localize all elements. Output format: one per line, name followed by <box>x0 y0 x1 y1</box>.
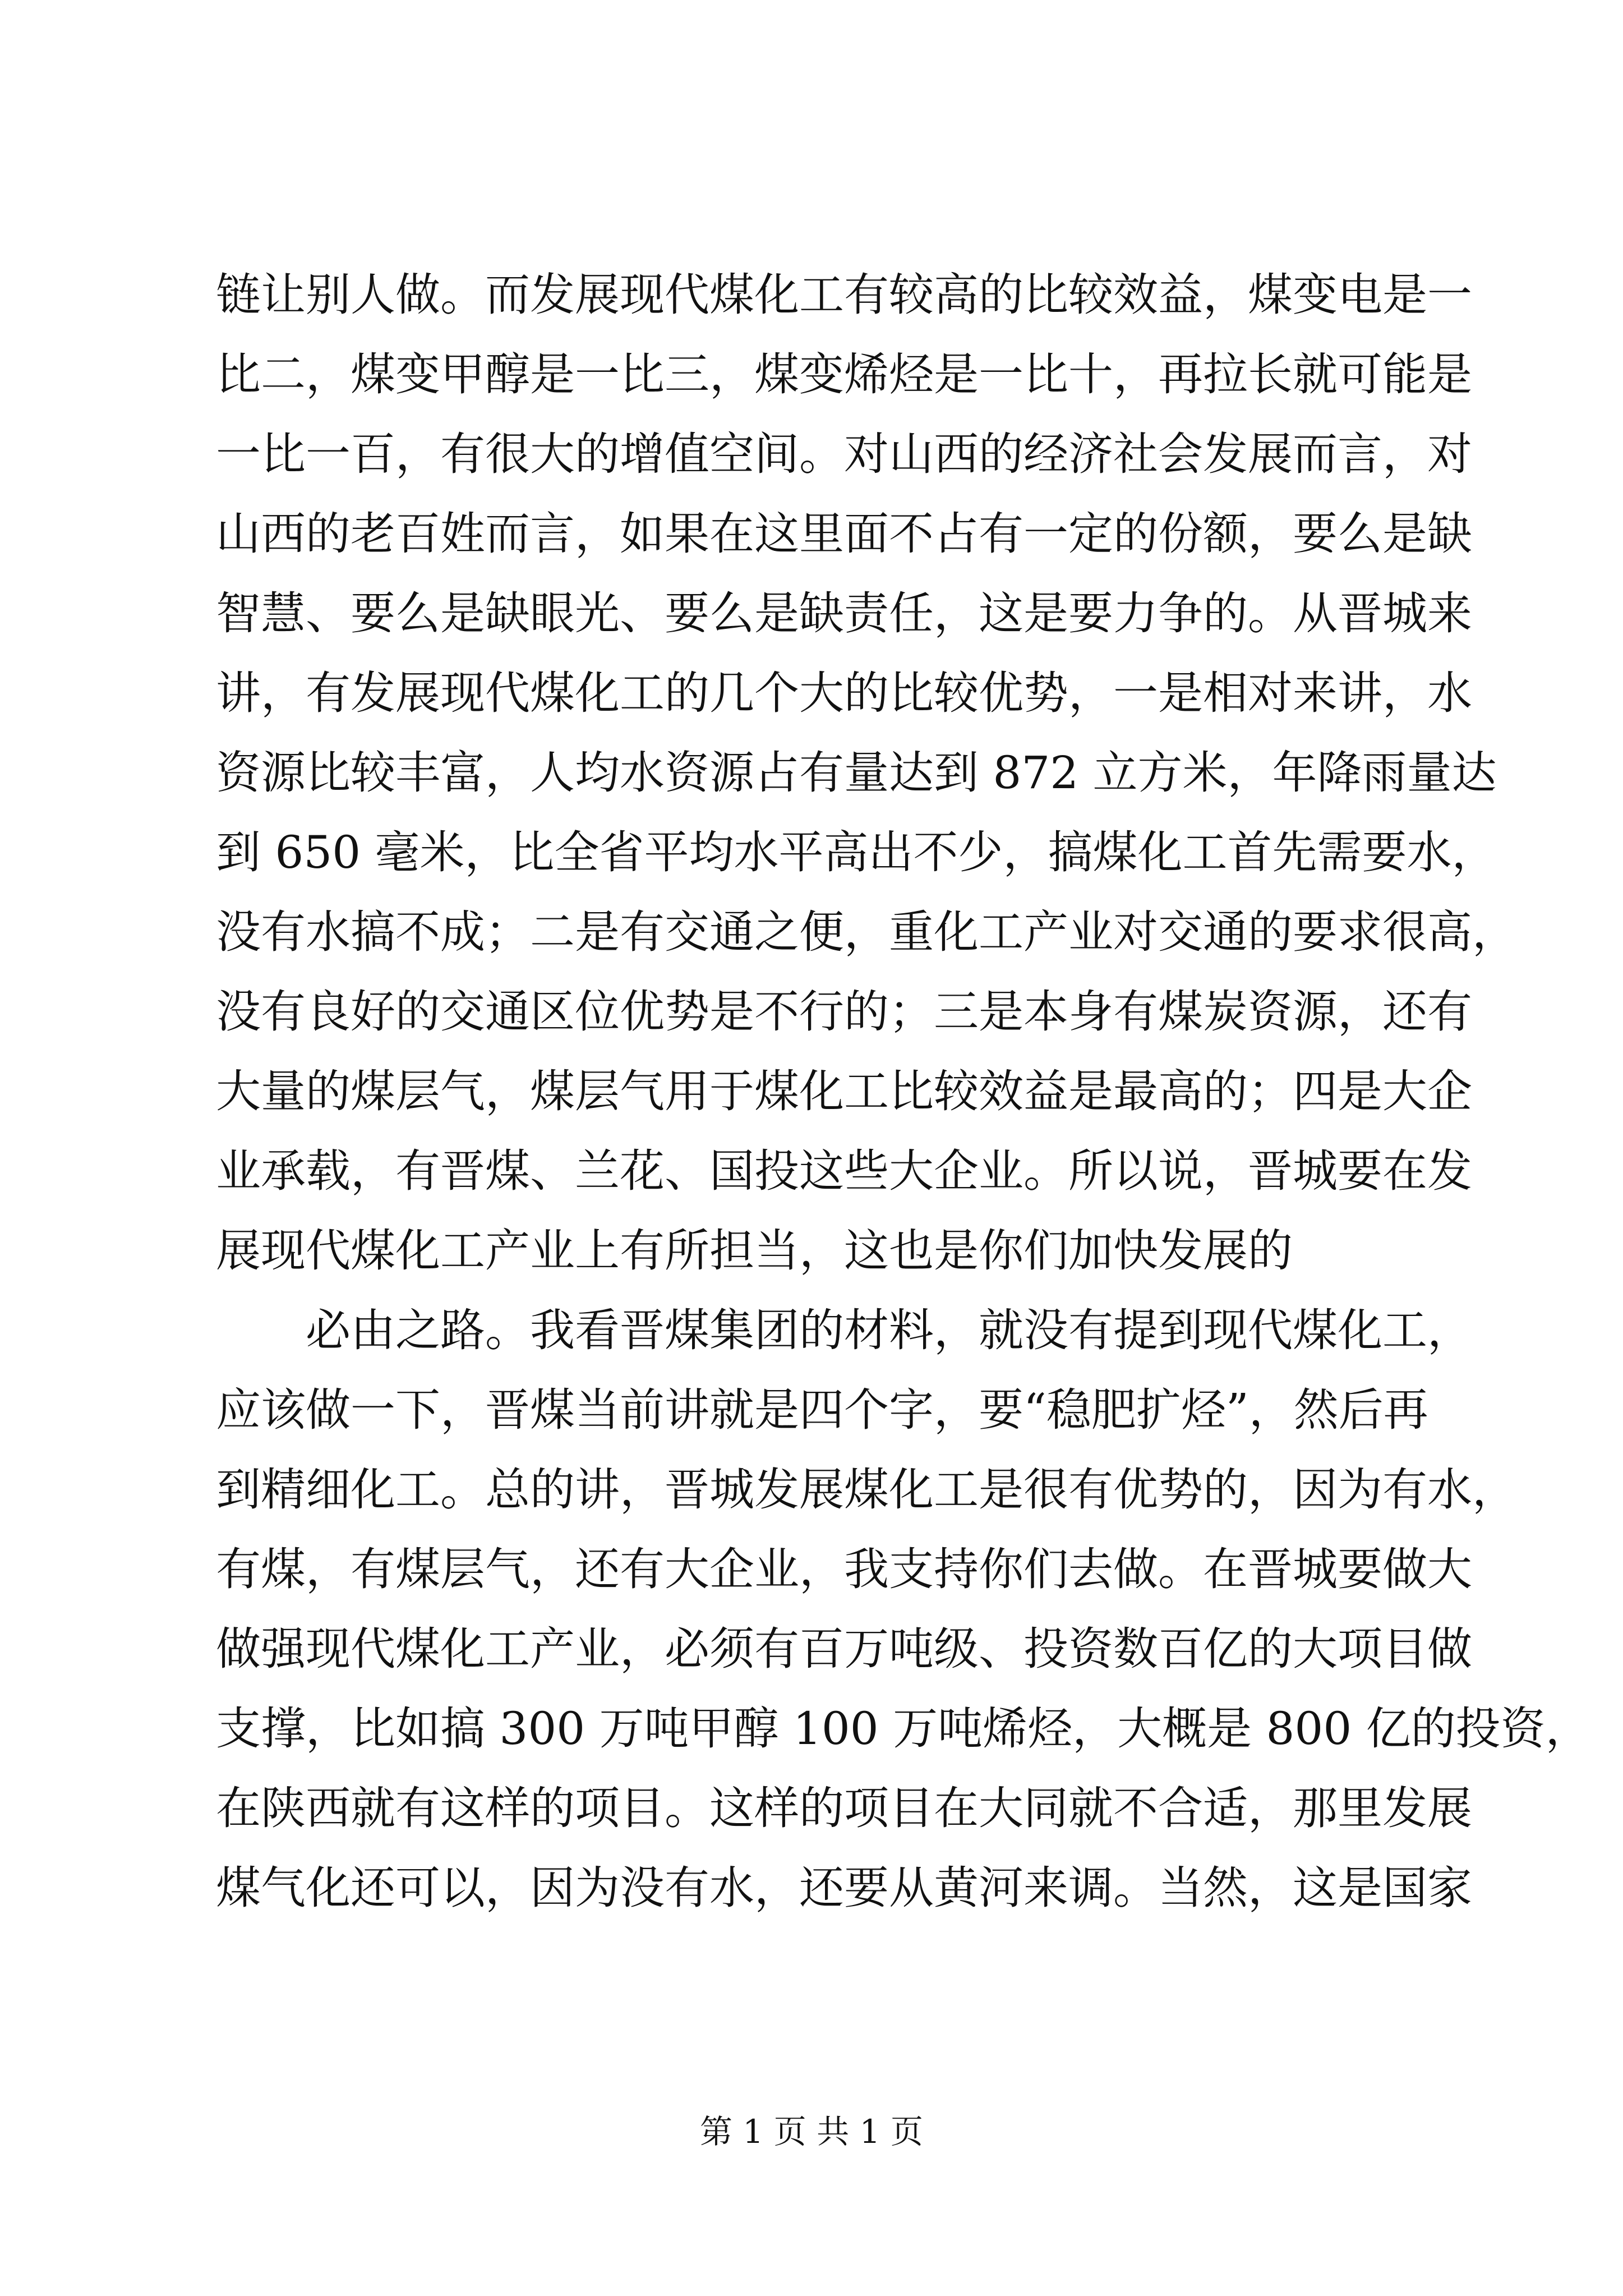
body-text <box>216 255 1590 1928</box>
text-line: 到精细化工。总的讲，晋城发展煤化工是很有优势的，因为有水， <box>216 1464 1517 1516</box>
text-line: 展现代煤化工产业上有所担当，这也是你们加快发展的 <box>216 1225 1293 1277</box>
text-line: 必由之路。我看晋煤集团的材料，就没有提到现代煤化工， <box>306 1304 1472 1356</box>
text-line: 应该做一下，晋煤当前讲就是四个字，要“稳肥扩烃”，然后再 <box>216 1384 1428 1436</box>
text-line: 智慧、要么是缺眼光、要么是缺责任，这是要力争的。从晋城来 <box>216 587 1472 639</box>
text-line: 支撑，比如搞 300 万吨甲醇 100 万吨烯烃，大概是 800 亿的投资， <box>216 1703 1590 1755</box>
text-line: 山西的老百姓而言，如果在这里面不占有一定的份额，要么是缺 <box>216 508 1472 560</box>
text-line: 在陕西就有这样的项目。这样的项目在大同就不合适，那里发展 <box>216 1782 1472 1834</box>
text-line: 大量的煤层气，煤层气用于煤化工比较效益是最高的；四是大企 <box>216 1065 1472 1117</box>
text-line: 讲，有发展现代煤化工的几个大的比较优势，一是相对来讲，水 <box>216 667 1472 719</box>
page-footer <box>0 2112 1623 2151</box>
text-line: 一比一百，有很大的增值空间。对山西的经济社会发展而言，对 <box>216 428 1472 480</box>
text-line: 业承载，有晋煤、兰花、国投这些大企业。所以说，晋城要在发 <box>216 1145 1472 1197</box>
text-line: 没有水搞不成；二是有交通之便，重化工产业对交通的要求很高， <box>216 906 1517 958</box>
text-line: 链让别人做。而发展现代煤化工有较高的比较效益，煤变电是一 <box>216 269 1472 321</box>
text-line: 到 650 毫米，比全省平均水平高出不少，搞煤化工首先需要水， <box>216 826 1497 878</box>
text-line: 资源比较丰富，人均水资源占有量达到 872 立方米，年降雨量达 <box>216 747 1497 799</box>
page-number-label: 第 1 页 共 1 页 <box>700 2113 923 2151</box>
text-line: 有煤，有煤层气，还有大企业，我支持你们去做。在晋城要做大 <box>216 1543 1472 1595</box>
text-line: 没有良好的交通区位优势是不行的；三是本身有煤炭资源，还有 <box>216 986 1472 1038</box>
text-line: 做强现代煤化工产业，必须有百万吨级、投资数百亿的大项目做 <box>216 1623 1472 1675</box>
text-line: 煤气化还可以，因为没有水，还要从黄河来调。当然，这是国家 <box>216 1862 1472 1914</box>
text-line: 比二，煤变甲醇是一比三，煤变烯烃是一比十，再拉长就可能是 <box>216 348 1472 401</box>
